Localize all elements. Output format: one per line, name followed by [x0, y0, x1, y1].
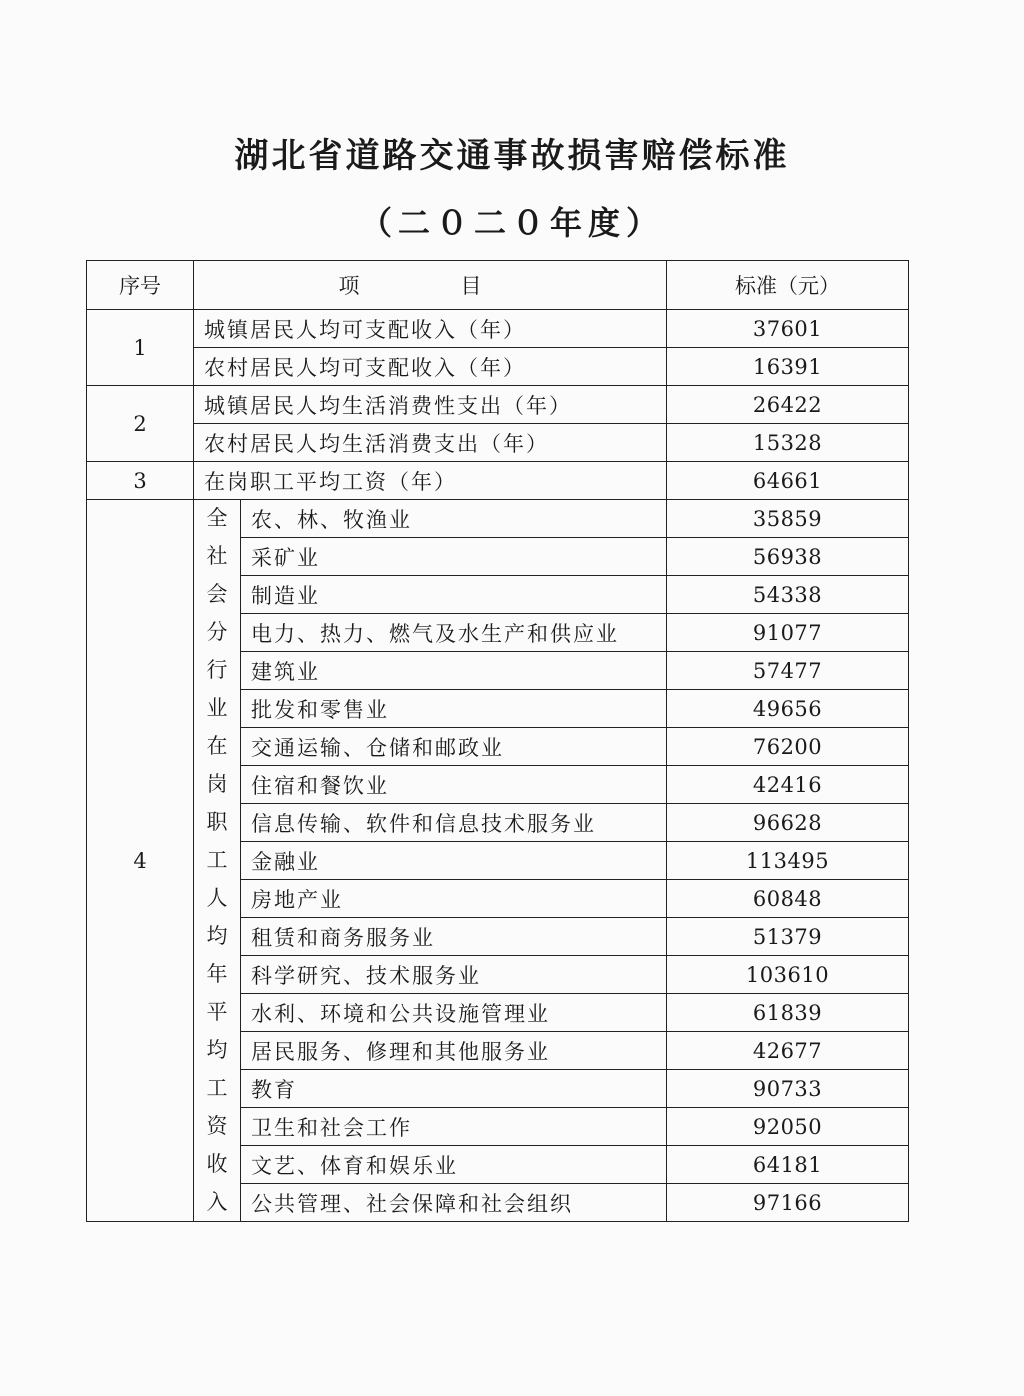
value-cell: 16391: [667, 348, 909, 386]
industry-item-cell: 信息传输、软件和信息技术服务业: [241, 804, 667, 842]
industry-label-char: 分: [206, 620, 228, 644]
value-cell: 51379: [667, 918, 909, 956]
industry-item-cell: 采矿业: [241, 538, 667, 576]
industry-item-cell: 金融业: [241, 842, 667, 880]
industry-item-cell: 水利、环境和公共设施管理业: [241, 994, 667, 1032]
value-cell: 64181: [667, 1146, 909, 1184]
seq-cell: 4: [87, 500, 194, 1222]
industry-label-char: 收: [206, 1152, 228, 1176]
table-row: [87, 348, 909, 386]
seq-cell: 3: [87, 462, 194, 500]
industry-label-char: 平: [206, 1000, 228, 1024]
value-cell: 49656: [667, 690, 909, 728]
industry-label-char: 人: [206, 886, 228, 910]
industry-item-cell: 交通运输、仓储和邮政业: [241, 728, 667, 766]
document-subtitle: （二０二０年度）: [359, 204, 664, 242]
value-cell: 54338: [667, 576, 909, 614]
industry-item-cell: 公共管理、社会保障和社会组织: [241, 1184, 667, 1222]
value-cell: 103610: [667, 956, 909, 994]
table-row: [87, 500, 909, 538]
industry-label-char: 入: [206, 1190, 228, 1214]
seq-cell: 1: [87, 310, 194, 386]
value-cell: 57477: [667, 652, 909, 690]
header-seq: 序号: [87, 261, 194, 310]
industry-label-char: 在: [206, 734, 228, 758]
industry-item-cell: 建筑业: [241, 652, 667, 690]
table-row: [87, 386, 909, 424]
table-row: [87, 310, 909, 348]
table-row: [87, 424, 909, 462]
industry-item-cell: 批发和零售业: [241, 690, 667, 728]
industry-label-char: 工: [206, 848, 228, 872]
industry-item-cell: 制造业: [241, 576, 667, 614]
industry-item-cell: 科学研究、技术服务业: [241, 956, 667, 994]
document-title: 湖北省道路交通事故损害赔偿标准: [234, 136, 790, 176]
table-row: [87, 462, 909, 500]
industry-group-label: [194, 500, 241, 1222]
industry-item-cell: 住宿和餐饮业: [241, 766, 667, 804]
value-cell: 26422: [667, 386, 909, 424]
industry-label-char: 工: [206, 1076, 228, 1100]
seq-cell: 2: [87, 386, 194, 462]
industry-item-cell: 农、林、牧渔业: [241, 500, 667, 538]
industry-label-char: 社: [206, 544, 228, 568]
industry-item-cell: 居民服务、修理和其他服务业: [241, 1032, 667, 1070]
item-cell: 农村居民人均生活消费支出（年）: [194, 424, 667, 462]
industry-label-char: 会: [206, 582, 228, 606]
value-cell: 35859: [667, 500, 909, 538]
value-cell: 90733: [667, 1070, 909, 1108]
value-cell: 37601: [667, 310, 909, 348]
value-cell: 60848: [667, 880, 909, 918]
industry-label-char: 职: [206, 810, 228, 834]
item-cell: 在岗职工平均工资（年）: [194, 462, 667, 500]
industry-label-char: 年: [206, 962, 228, 986]
industry-item-cell: 房地产业: [241, 880, 667, 918]
compensation-standard-table: [86, 260, 909, 1222]
value-cell: 56938: [667, 538, 909, 576]
value-cell: 97166: [667, 1184, 909, 1222]
industry-label-char: 资: [206, 1114, 228, 1138]
industry-label-char: 岗: [206, 772, 228, 796]
item-cell: 农村居民人均可支配收入（年）: [194, 348, 667, 386]
value-cell: 64661: [667, 462, 909, 500]
item-cell: 城镇居民人均生活消费性支出（年）: [194, 386, 667, 424]
table-body: [87, 310, 909, 1222]
industry-item-cell: 文艺、体育和娱乐业: [241, 1146, 667, 1184]
value-cell: 76200: [667, 728, 909, 766]
value-cell: 92050: [667, 1108, 909, 1146]
value-cell: 42416: [667, 766, 909, 804]
industry-label-char: 全: [206, 506, 228, 530]
industry-item-cell: 电力、热力、燃气及水生产和供应业: [241, 614, 667, 652]
header-item: 项 目: [194, 261, 667, 310]
value-cell: 91077: [667, 614, 909, 652]
industry-item-cell: 卫生和社会工作: [241, 1108, 667, 1146]
industry-item-cell: 教育: [241, 1070, 667, 1108]
item-cell: 城镇居民人均可支配收入（年）: [194, 310, 667, 348]
industry-item-cell: 租赁和商务服务业: [241, 918, 667, 956]
value-cell: 113495: [667, 842, 909, 880]
industry-label-char: 均: [206, 1038, 228, 1062]
value-cell: 15328: [667, 424, 909, 462]
industry-label-char: 行: [206, 658, 228, 682]
industry-label-char: 业: [206, 696, 228, 720]
value-cell: 42677: [667, 1032, 909, 1070]
value-cell: 96628: [667, 804, 909, 842]
industry-label-char: 均: [206, 924, 228, 948]
value-cell: 61839: [667, 994, 909, 1032]
header-standard: 标准（元）: [667, 261, 909, 310]
table-header-row: [87, 261, 909, 310]
